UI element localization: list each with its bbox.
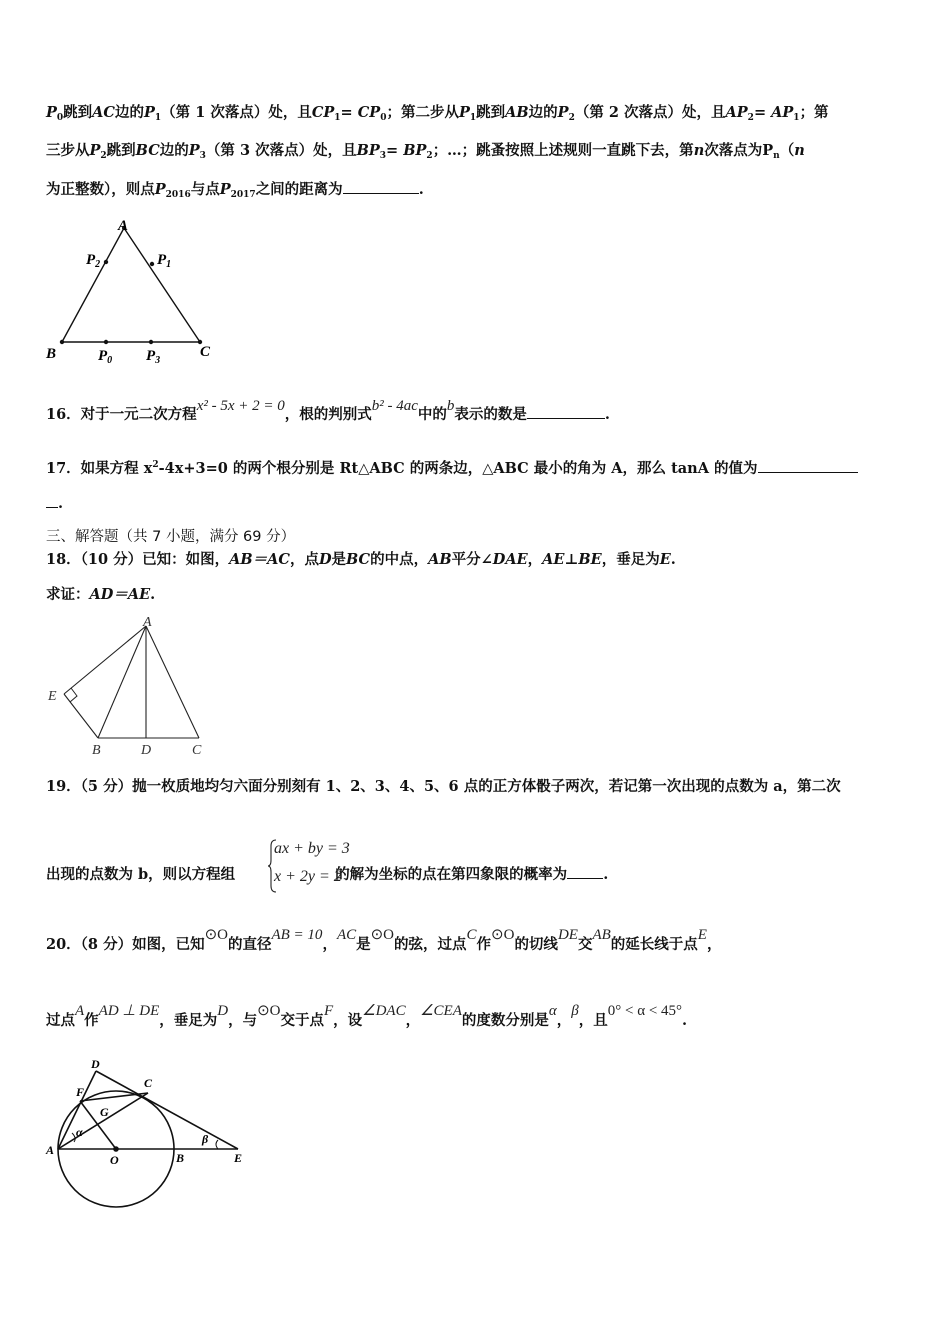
fig3-label-a: A bbox=[46, 1143, 55, 1157]
fig1-label-p1: $P_1$ bbox=[157, 252, 172, 270]
q15-line2: 三步从$P_2$跳到BC边的$P_3$（第 3 次落点）处，且$BP_3= BP_2$；…；跳蚤按照上述规则一直跳下去，第n次落点为$P_n(n$ bbox=[46, 142, 805, 161]
q18-proof: 求证：AD＝AE. bbox=[46, 586, 156, 603]
q17-continuation: . bbox=[46, 493, 63, 514]
fig3-label-beta: β bbox=[202, 1132, 209, 1146]
circle-tangent-figure bbox=[44, 1054, 254, 1214]
answer-blank[interactable] bbox=[567, 864, 603, 879]
fig3-label-c: C bbox=[144, 1076, 153, 1090]
fig2-label-e: E bbox=[48, 689, 57, 704]
answer-blank[interactable] bbox=[46, 493, 58, 508]
fig1-label-b: B bbox=[46, 346, 57, 362]
fig1-label-p0: $P_0$ bbox=[98, 348, 113, 366]
q17: 17．如果方程 $x^2-4x+3=0$ 的两个根分别是 Rt△ABC 的两条边，△ABC 最小的角为 A，那么 tanA 的值为 bbox=[46, 455, 858, 479]
fig3-label-e: E bbox=[234, 1151, 243, 1165]
q16: 16．对于一元二次方程x² - 5x + 2 = 0，根的判别式b² - 4ac中的b表示的数是 . bbox=[46, 398, 610, 423]
fig2-label-a: A bbox=[143, 615, 152, 630]
fig1-label-c: C bbox=[200, 344, 211, 360]
fig3-label-d: D bbox=[91, 1057, 100, 1071]
equation-system bbox=[268, 838, 358, 894]
fig1-label-p3: $P_3$ bbox=[146, 348, 161, 366]
section-heading: 三、解答题（共 7 小题，满分 69 分） bbox=[46, 529, 296, 545]
fig3-label-alpha: α bbox=[76, 1125, 83, 1139]
q19-line1: 19．（5 分）抛一枚质地均匀六面分别刻有 1、2、3、4、5、6 点的正方体骰子两次，若记第一次出现的点数为 a，第二次 bbox=[46, 778, 841, 795]
fig3-label-o: O bbox=[110, 1153, 119, 1167]
fig2-label-b: B bbox=[92, 743, 101, 758]
fig3-label-f: F bbox=[76, 1085, 85, 1099]
q15-line1: $P_0$跳到AC边的$P_1$（第 1 次落点）处，且$CP_1= CP_0$；第二步从$P_1$跳到AB边的$P_2$（第 2 次落点）处，且$AP_2= AP_1$；第 bbox=[46, 104, 829, 123]
answer-blank[interactable] bbox=[343, 179, 419, 194]
q20-line2: 过点A作AD ⊥ DE，垂足为D，与⊙O交于点F，设∠DAC，∠CEA的度数分别是α，β，且0° < α < 45°. bbox=[46, 1003, 688, 1029]
answer-blank[interactable] bbox=[758, 458, 858, 473]
equation-2: x + 2y = 2 bbox=[274, 868, 342, 885]
q15-line3: 为正整数），则点$P_{2016}$与点$P_{2017}$之间的距离为 . bbox=[46, 181, 424, 200]
q18: 18．（10 分）已知：如图，AB＝AC，点D是BC的中点，AB平分∠DAE，AE⊥BE，垂足为E. bbox=[46, 551, 676, 568]
answer-blank[interactable] bbox=[527, 404, 605, 419]
q20-line1: 20．（8 分）如图，已知⊙O的直径AB = 10，AC是⊙O的弦，过点C作⊙O的切线DE交AB的延长线于点E， bbox=[46, 927, 722, 953]
triangle-figure bbox=[40, 212, 225, 372]
fig2-label-d: D bbox=[141, 743, 152, 758]
geometry-figure-18 bbox=[42, 614, 212, 760]
fig3-label-b: B bbox=[176, 1151, 185, 1165]
equation-1: ax + by = 3 bbox=[274, 840, 350, 857]
fig1-label-p2: $P_2$ bbox=[86, 252, 101, 270]
fig1-label-a: A bbox=[118, 218, 129, 234]
q19-line2: 出现的点数为 b，则以方程组 的解为坐标的点在第四象限的概率为 . bbox=[46, 866, 609, 883]
fig3-label-g: G bbox=[100, 1105, 109, 1119]
fig2-label-c: C bbox=[192, 743, 202, 758]
